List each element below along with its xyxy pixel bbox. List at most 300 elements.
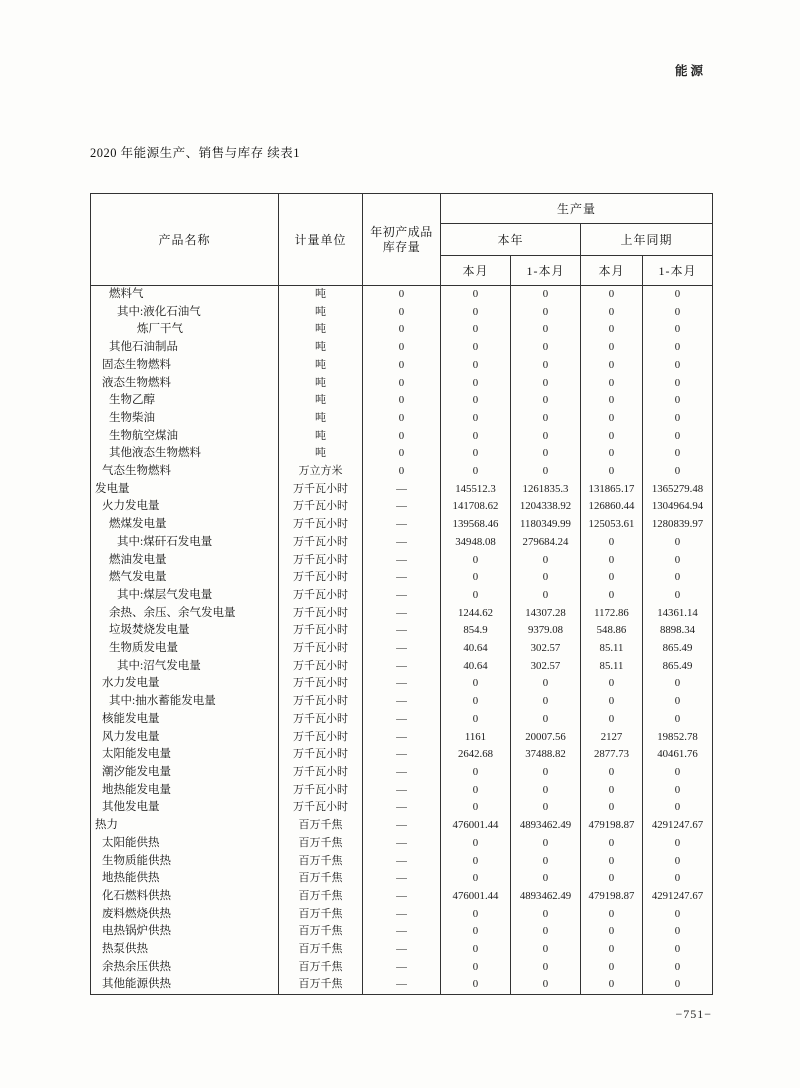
energy-production-table: [90, 193, 713, 995]
value-cell: 9379.08: [511, 622, 581, 640]
product-name-cell: 热泵供热: [91, 941, 279, 959]
value-cell: 0: [643, 587, 713, 605]
unit-cell: 万千瓦小时: [279, 675, 363, 693]
value-cell: 0: [581, 428, 643, 446]
value-cell: 0: [441, 835, 511, 853]
value-cell: 40.64: [441, 640, 511, 658]
table-row: [91, 941, 713, 959]
table-row: [91, 817, 713, 835]
value-cell: 0: [511, 552, 581, 570]
product-name-cell: 生物质发电量: [91, 640, 279, 658]
product-name-cell: 生物柴油: [91, 410, 279, 428]
product-name-cell: 其他液态生物燃料: [91, 445, 279, 463]
product-name-cell: 生物航空煤油: [91, 428, 279, 446]
inventory-cell: 0: [363, 463, 441, 481]
inventory-cell: —: [363, 481, 441, 499]
value-cell: 0: [581, 392, 643, 410]
table-row: [91, 587, 713, 605]
value-cell: 548.86: [581, 622, 643, 640]
table-row: [91, 463, 713, 481]
value-cell: 0: [643, 941, 713, 959]
value-cell: 0: [643, 923, 713, 941]
unit-cell: 百万千焦: [279, 906, 363, 924]
product-name-cell: 炼厂干气: [91, 321, 279, 339]
inventory-cell: —: [363, 799, 441, 817]
value-cell: 0: [441, 357, 511, 375]
value-cell: 0: [511, 463, 581, 481]
product-name-cell: 其他发电量: [91, 799, 279, 817]
unit-cell: 万千瓦小时: [279, 640, 363, 658]
unit-cell: 百万千焦: [279, 817, 363, 835]
unit-cell: 吨: [279, 375, 363, 393]
table-body: [91, 286, 713, 995]
col-header-this-month-cur: 本月: [441, 256, 511, 286]
value-cell: 0: [581, 764, 643, 782]
value-cell: 20007.56: [511, 729, 581, 747]
value-cell: 0: [511, 321, 581, 339]
product-name-cell: 发电量: [91, 481, 279, 499]
col-header-last-year: 上年同期: [581, 224, 713, 256]
value-cell: 34948.08: [441, 534, 511, 552]
value-cell: 0: [511, 959, 581, 977]
table-row: [91, 498, 713, 516]
unit-cell: 百万千焦: [279, 888, 363, 906]
value-cell: 0: [441, 410, 511, 428]
value-cell: 0: [441, 941, 511, 959]
value-cell: 37488.82: [511, 746, 581, 764]
table-row: [91, 569, 713, 587]
table-row: [91, 357, 713, 375]
value-cell: 0: [441, 853, 511, 871]
value-cell: 145512.3: [441, 481, 511, 499]
table-row: [91, 605, 713, 623]
value-cell: 0: [441, 339, 511, 357]
value-cell: 0: [643, 375, 713, 393]
value-cell: 0: [643, 711, 713, 729]
inventory-cell: —: [363, 498, 441, 516]
unit-cell: 百万千焦: [279, 923, 363, 941]
value-cell: 0: [581, 463, 643, 481]
table-row: [91, 552, 713, 570]
header-row-1: [91, 194, 713, 224]
value-cell: 0: [643, 286, 713, 304]
unit-cell: 万千瓦小时: [279, 516, 363, 534]
unit-cell: 吨: [279, 357, 363, 375]
page-header-category: 能源: [674, 64, 706, 78]
product-name-cell: 液态生物燃料: [91, 375, 279, 393]
unit-cell: 百万千焦: [279, 941, 363, 959]
value-cell: 0: [511, 675, 581, 693]
value-cell: 0: [581, 410, 643, 428]
value-cell: 0: [643, 463, 713, 481]
value-cell: 0: [441, 392, 511, 410]
value-cell: 865.49: [643, 640, 713, 658]
value-cell: 0: [511, 339, 581, 357]
col-header-inventory-line1: 年初产成品: [370, 224, 433, 239]
value-cell: 4893462.49: [511, 888, 581, 906]
value-cell: 0: [511, 587, 581, 605]
table-row: [91, 304, 713, 322]
value-cell: 0: [511, 764, 581, 782]
product-name-cell: 风力发电量: [91, 729, 279, 747]
inventory-cell: 0: [363, 428, 441, 446]
product-name-cell: 太阳能供热: [91, 835, 279, 853]
value-cell: 1180349.99: [511, 516, 581, 534]
value-cell: 0: [643, 693, 713, 711]
value-cell: 0: [643, 304, 713, 322]
table-row: [91, 729, 713, 747]
value-cell: 0: [581, 976, 643, 994]
value-cell: 0: [581, 835, 643, 853]
unit-cell: 吨: [279, 445, 363, 463]
product-name-cell: 热力: [91, 817, 279, 835]
product-name-cell: 燃煤发电量: [91, 516, 279, 534]
unit-cell: 吨: [279, 321, 363, 339]
value-cell: 0: [511, 835, 581, 853]
value-cell: 2642.68: [441, 746, 511, 764]
product-name-cell: 余热、余压、余气发电量: [91, 605, 279, 623]
value-cell: 0: [441, 870, 511, 888]
inventory-cell: —: [363, 746, 441, 764]
value-cell: 1304964.94: [643, 498, 713, 516]
value-cell: 0: [581, 693, 643, 711]
table-row: [91, 746, 713, 764]
inventory-cell: —: [363, 587, 441, 605]
unit-cell: 万千瓦小时: [279, 552, 363, 570]
inventory-cell: —: [363, 534, 441, 552]
inventory-cell: —: [363, 959, 441, 977]
value-cell: 0: [643, 959, 713, 977]
product-name-cell: 其他石油制品: [91, 339, 279, 357]
value-cell: 0: [511, 286, 581, 304]
value-cell: 0: [643, 445, 713, 463]
inventory-cell: 0: [363, 304, 441, 322]
unit-cell: 万千瓦小时: [279, 481, 363, 499]
col-header-production: 生产量: [441, 194, 713, 224]
value-cell: 0: [511, 410, 581, 428]
value-cell: 1280839.97: [643, 516, 713, 534]
value-cell: 131865.17: [581, 481, 643, 499]
product-name-cell: 垃圾焚烧发电量: [91, 622, 279, 640]
col-header-inventory: [363, 194, 441, 286]
value-cell: 0: [643, 976, 713, 994]
value-cell: 0: [511, 569, 581, 587]
col-header-unit: 计量单位: [279, 194, 363, 286]
table-row: [91, 428, 713, 446]
value-cell: 0: [441, 286, 511, 304]
table-row: [91, 481, 713, 499]
value-cell: 0: [581, 711, 643, 729]
value-cell: 14307.28: [511, 605, 581, 623]
product-name-cell: 生物乙醇: [91, 392, 279, 410]
value-cell: 1172.86: [581, 605, 643, 623]
table-row: [91, 764, 713, 782]
table-row: [91, 888, 713, 906]
value-cell: 0: [581, 375, 643, 393]
inventory-cell: —: [363, 622, 441, 640]
value-cell: 0: [643, 552, 713, 570]
unit-cell: 百万千焦: [279, 976, 363, 994]
inventory-cell: —: [363, 569, 441, 587]
value-cell: 0: [643, 569, 713, 587]
value-cell: 0: [643, 799, 713, 817]
inventory-cell: —: [363, 976, 441, 994]
value-cell: 0: [643, 339, 713, 357]
product-name-cell: 太阳能发电量: [91, 746, 279, 764]
value-cell: 0: [581, 782, 643, 800]
value-cell: 0: [511, 693, 581, 711]
value-cell: 141708.62: [441, 498, 511, 516]
value-cell: 1365279.48: [643, 481, 713, 499]
inventory-cell: —: [363, 640, 441, 658]
value-cell: 0: [643, 321, 713, 339]
value-cell: 0: [643, 782, 713, 800]
value-cell: 19852.78: [643, 729, 713, 747]
col-header-this-year: 本年: [441, 224, 581, 256]
product-name-cell: 余热余压供热: [91, 959, 279, 977]
value-cell: 0: [643, 764, 713, 782]
inventory-cell: —: [363, 906, 441, 924]
product-name-cell: 地热能供热: [91, 870, 279, 888]
value-cell: 0: [441, 799, 511, 817]
value-cell: 0: [643, 357, 713, 375]
product-name-cell: 其中:沼气发电量: [91, 658, 279, 676]
value-cell: 476001.44: [441, 888, 511, 906]
value-cell: 0: [581, 853, 643, 871]
value-cell: 85.11: [581, 658, 643, 676]
inventory-cell: —: [363, 888, 441, 906]
value-cell: 0: [581, 552, 643, 570]
table-row: [91, 658, 713, 676]
value-cell: 0: [643, 906, 713, 924]
unit-cell: 万千瓦小时: [279, 693, 363, 711]
table-row: [91, 339, 713, 357]
value-cell: 0: [643, 392, 713, 410]
table-row: [91, 534, 713, 552]
product-name-cell: 电热锅炉供热: [91, 923, 279, 941]
value-cell: 0: [441, 587, 511, 605]
table-row: [91, 410, 713, 428]
page-number: −751−: [675, 1007, 712, 1021]
table-header: [91, 194, 713, 286]
inventory-cell: —: [363, 711, 441, 729]
value-cell: 0: [643, 428, 713, 446]
product-name-cell: 燃气发电量: [91, 569, 279, 587]
table-row: [91, 923, 713, 941]
inventory-cell: —: [363, 605, 441, 623]
inventory-cell: —: [363, 835, 441, 853]
product-name-cell: 其中:抽水蓄能发电量: [91, 693, 279, 711]
value-cell: 4291247.67: [643, 817, 713, 835]
value-cell: 479198.87: [581, 817, 643, 835]
value-cell: 0: [511, 304, 581, 322]
value-cell: 0: [581, 941, 643, 959]
product-name-cell: 潮汐能发电量: [91, 764, 279, 782]
product-name-cell: 地热能发电量: [91, 782, 279, 800]
product-name-cell: 固态生物燃料: [91, 357, 279, 375]
unit-cell: 百万千焦: [279, 870, 363, 888]
inventory-cell: 0: [363, 375, 441, 393]
value-cell: 476001.44: [441, 817, 511, 835]
unit-cell: 吨: [279, 410, 363, 428]
table-row: [91, 321, 713, 339]
inventory-cell: —: [363, 870, 441, 888]
value-cell: 4291247.67: [643, 888, 713, 906]
value-cell: 302.57: [511, 658, 581, 676]
value-cell: 85.11: [581, 640, 643, 658]
unit-cell: 万千瓦小时: [279, 782, 363, 800]
value-cell: 14361.14: [643, 605, 713, 623]
table-row: [91, 906, 713, 924]
page-title: 2020 年能源生产、销售与库存 续表1: [90, 146, 301, 160]
value-cell: 40461.76: [643, 746, 713, 764]
value-cell: 0: [511, 428, 581, 446]
col-header-this-month-prev: 本月: [581, 256, 643, 286]
unit-cell: 吨: [279, 286, 363, 304]
inventory-cell: —: [363, 853, 441, 871]
inventory-cell: —: [363, 658, 441, 676]
table-row: [91, 392, 713, 410]
value-cell: 0: [581, 959, 643, 977]
unit-cell: 万千瓦小时: [279, 658, 363, 676]
product-name-cell: 废料燃烧供热: [91, 906, 279, 924]
value-cell: 0: [643, 534, 713, 552]
inventory-cell: —: [363, 782, 441, 800]
value-cell: 0: [441, 976, 511, 994]
unit-cell: 万千瓦小时: [279, 622, 363, 640]
product-name-cell: 火力发电量: [91, 498, 279, 516]
value-cell: 0: [581, 923, 643, 941]
value-cell: 1161: [441, 729, 511, 747]
value-cell: 0: [441, 675, 511, 693]
inventory-cell: 0: [363, 357, 441, 375]
value-cell: 0: [511, 799, 581, 817]
inventory-cell: —: [363, 675, 441, 693]
unit-cell: 万千瓦小时: [279, 729, 363, 747]
value-cell: 0: [643, 835, 713, 853]
value-cell: 0: [643, 870, 713, 888]
value-cell: 0: [511, 853, 581, 871]
value-cell: 0: [441, 782, 511, 800]
unit-cell: 万千瓦小时: [279, 569, 363, 587]
product-name-cell: 气态生物燃料: [91, 463, 279, 481]
inventory-cell: —: [363, 764, 441, 782]
value-cell: 0: [511, 445, 581, 463]
value-cell: 4893462.49: [511, 817, 581, 835]
value-cell: 0: [643, 853, 713, 871]
product-name-cell: 水力发电量: [91, 675, 279, 693]
value-cell: 2127: [581, 729, 643, 747]
table-row: [91, 835, 713, 853]
inventory-cell: 0: [363, 445, 441, 463]
value-cell: 0: [441, 569, 511, 587]
value-cell: 0: [511, 906, 581, 924]
value-cell: 0: [441, 693, 511, 711]
unit-cell: 万千瓦小时: [279, 534, 363, 552]
value-cell: 0: [581, 304, 643, 322]
value-cell: 0: [511, 782, 581, 800]
inventory-cell: 0: [363, 286, 441, 304]
value-cell: 0: [441, 463, 511, 481]
value-cell: 0: [581, 286, 643, 304]
inventory-cell: 0: [363, 339, 441, 357]
inventory-cell: —: [363, 923, 441, 941]
unit-cell: 吨: [279, 339, 363, 357]
value-cell: 0: [441, 906, 511, 924]
value-cell: 0: [581, 675, 643, 693]
value-cell: 0: [643, 410, 713, 428]
product-name-cell: 化石燃料供热: [91, 888, 279, 906]
value-cell: 125053.61: [581, 516, 643, 534]
inventory-cell: 0: [363, 392, 441, 410]
value-cell: 0: [441, 552, 511, 570]
inventory-cell: —: [363, 693, 441, 711]
inventory-cell: —: [363, 552, 441, 570]
value-cell: 0: [511, 870, 581, 888]
col-header-inventory-line2: 库存量: [382, 239, 421, 254]
value-cell: 865.49: [643, 658, 713, 676]
product-name-cell: 其他能源供热: [91, 976, 279, 994]
value-cell: 302.57: [511, 640, 581, 658]
value-cell: 0: [441, 764, 511, 782]
value-cell: 0: [581, 569, 643, 587]
value-cell: 479198.87: [581, 888, 643, 906]
unit-cell: 百万千焦: [279, 959, 363, 977]
unit-cell: 万千瓦小时: [279, 498, 363, 516]
value-cell: 0: [441, 375, 511, 393]
unit-cell: 吨: [279, 304, 363, 322]
table-row: [91, 870, 713, 888]
product-name-cell: 燃油发电量: [91, 552, 279, 570]
table-row: [91, 445, 713, 463]
unit-cell: 万千瓦小时: [279, 764, 363, 782]
value-cell: 0: [441, 959, 511, 977]
value-cell: 2877.73: [581, 746, 643, 764]
value-cell: 0: [581, 339, 643, 357]
table-row: [91, 640, 713, 658]
unit-cell: 万千瓦小时: [279, 605, 363, 623]
inventory-cell: —: [363, 817, 441, 835]
product-name-cell: 其中:煤层气发电量: [91, 587, 279, 605]
table-row: [91, 976, 713, 994]
col-header-cumulative-cur: 1-本月: [511, 256, 581, 286]
col-header-product-name: 产品名称: [91, 194, 279, 286]
value-cell: 0: [581, 799, 643, 817]
value-cell: 0: [581, 321, 643, 339]
value-cell: 0: [511, 923, 581, 941]
value-cell: 854.9: [441, 622, 511, 640]
value-cell: 279684.24: [511, 534, 581, 552]
unit-cell: 百万千焦: [279, 835, 363, 853]
value-cell: 0: [441, 923, 511, 941]
table-row: [91, 516, 713, 534]
unit-cell: 吨: [279, 392, 363, 410]
value-cell: 0: [511, 375, 581, 393]
product-name-cell: 生物质能供热: [91, 853, 279, 871]
value-cell: 40.64: [441, 658, 511, 676]
inventory-cell: 0: [363, 321, 441, 339]
unit-cell: 万千瓦小时: [279, 711, 363, 729]
table-row: [91, 693, 713, 711]
value-cell: 1204338.92: [511, 498, 581, 516]
inventory-cell: 0: [363, 410, 441, 428]
value-cell: 139568.46: [441, 516, 511, 534]
table-row: [91, 675, 713, 693]
value-cell: 0: [441, 428, 511, 446]
table-row: [91, 782, 713, 800]
value-cell: 0: [581, 534, 643, 552]
value-cell: 0: [441, 321, 511, 339]
